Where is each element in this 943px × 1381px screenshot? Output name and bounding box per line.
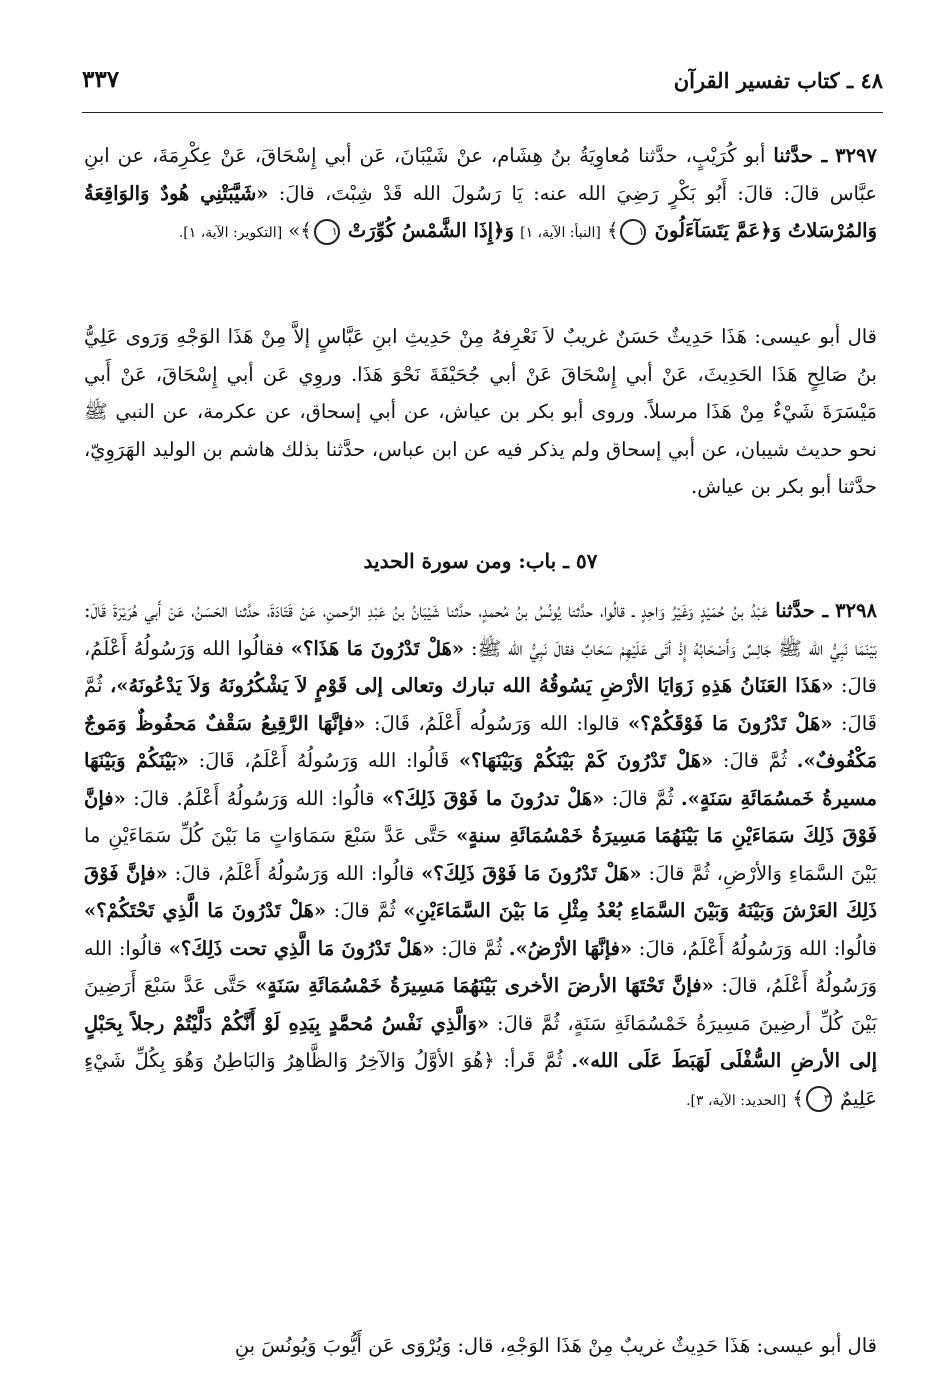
quote-segment: «فإنَّ فَوْقَ ذَلِكَ العَرْشَ وَبَيْنَهُ وَبَيْنَ السَّمَاءِ بُعْدُ مِثْلِ مَا بَيْنَ السَّمَاءَيْنِ» — [84, 861, 878, 922]
quote-segment: «هَلْ تَدْرُونَ مَا فَوْقَكُمْ؟» — [628, 711, 833, 735]
text-segment: حَتَّى عَدَّ سَبْعَ أَرَضِينَ بَيْنَ كُلِّ أرضِينَ مَسِيرَةُ خَمْسُمَائَةِ سَنَةٍ، ثُمَّ قالَ: — [84, 974, 877, 1035]
text-segment: ثُمَّ قَرأ: — [503, 1049, 563, 1072]
quote-segment: «هَلْ تَدْرُونَ مَا فَوْقَ ذَلِكَ؟» — [421, 861, 642, 885]
page-number: ٣٣٧ — [82, 66, 120, 93]
commentary-2 — [84, 1327, 877, 1365]
text-segment: قالوا: الله وَرَسُولُه أَعْلَمُ، قَالَ: — [373, 711, 620, 735]
hadith-body: أبو كُرَيْبٍ، حدَّثنا مُعاوِيَةُ بنُ هِشَام، عنْ شَيْبَانَ، عَن أبي إِسْحَاقَ، عَنْ عِكْرِمَةَ، عن ابنِ عبَّاس قالَ: قالَ: أَبُو بَكْرٍ رَضِيَ الله عنه: يَا رَسُولَ الله قَدْ شِبْتَ، قالَ: — [84, 144, 877, 205]
hadith-quote-2: وَ﴿إِذَا الشَّمْسُ كُوِّرَتْ — [347, 219, 514, 242]
chapter-title: ٤٨ ـ كتاب تفسير القرآن — [673, 68, 883, 93]
quran-verse: ﴿هُوَ الأوَّلُ وَالآخِرُ وَالظَّاهِرُ وَالبَاطِنُ وَهُوَ بِكُلِّ شَيْءٍ عَلِيمٌ — [84, 1049, 877, 1110]
quran-reference: [الحديد: الآية، ٣]. — [686, 1092, 787, 1109]
text-segment: ثُمَّ قالَ: — [611, 786, 674, 810]
text-segment: ثُمَّ قَالَ: — [84, 674, 877, 735]
text-segment: ثُمَّ قالَ: — [333, 899, 396, 922]
text-segment: فقالُوا الله وَرَسُولُهُ أَعْلَمُ، قالَ: — [84, 636, 877, 697]
quote-segment: «فإنَّهَا الرَّقِيعُ سَقْفٌ مَحفُوظٌ وَمَوجٌ مَكْفُوفٌ». — [84, 711, 878, 772]
text-segment: قالُوا: الله وَرَسُولُهُ أَعْلَمُ. قالَ: — [133, 786, 375, 810]
section-heading: ٥٧ ـ باب: ومن سورة الحديد — [363, 549, 598, 573]
quote-segment: «هَلْ تَدْرُونَ مَا الَّذِي تَحْتَكُمْ؟» — [84, 899, 327, 922]
quote-segment: «فإنَّ تَحْتَهَا الأرضَ الأخرى بَيْنَهُمَا مَسِيرَةُ خَمْسُمَائَةِ سَنَةٍ» — [255, 974, 714, 997]
hadith-lead: ـ حدَّثنا — [775, 599, 829, 622]
ayah-marker: ١ — [314, 219, 340, 245]
hadith-3297: ٣٢٩٧ ـ حدَّثنا أبو كُرَيْبٍ، حدَّثنا مُعاوِيَةُ بنُ هِشَام، عنْ شَيْبَانَ، عَن أبي إِسْحَاقَ، عَنْ عِكْرِمَةَ، عن ابنِ عبَّاس قالَ: قالَ: أَبُو بَكْرٍ رَضِيَ الله عنه: يَا رَسُولَ الله قَدْ شِبْتَ، قالَ: «شَيَّبَتْنِي هُودٌ وَالوَاقِعَةُ وَالمُرْسَلاتُ وَ﴿عَمَّ يَتَسَآءَلُونَ ١﴾ [النبأ: الآية، ١] وَ﴿إِذَا الشَّمْسُ كُوِّرَتْ ١﴾» [التكوير: الآية، ١]. — [84, 137, 877, 253]
quote-segment: «وَالَّذِي نَفْسُ مُحمَّدٍ بِيَدِهِ لَوْ أَنَّكُمْ دَلَّيْتُمْ رجلاً بِحَبْلٍ إلى الأرضِ السُّفْلَى لَهَبَطَ عَلَى الله». — [84, 1011, 877, 1072]
quote-segment: «هَلْ تَدْرُونَ مَا هَذَا؟» — [290, 636, 465, 660]
quote-segment: «هَلْ تَدْرُونَ مَا الَّذِي تحت ذَلِكَ؟» — [168, 936, 435, 960]
text-segment: حَتَّى عَدَّ سَبْعَ سَمَاوَاتٍ مَا بَيْنَ كُلِّ سَمَاءَيْنِ ما بَيْنَ السَّمَاءِ وَالأرْضِ، ثُمَّ قالَ: — [84, 824, 877, 885]
quran-reference: [التكوير: الآية، ١]. — [178, 225, 283, 241]
quote-segment: «فإنَّهَا الأرْضُ». — [508, 936, 633, 960]
page-header — [82, 62, 883, 106]
quran-reference: [النبأ: الآية، ١] — [520, 225, 601, 241]
text-segment: ثُمَّ قالَ: — [441, 936, 503, 960]
hadith-number: ٣٢٩٧ — [835, 144, 878, 167]
hadith-number: ٣٢٩٨ — [835, 599, 877, 622]
hadith-quote: «شَيَّبَتْنِي هُودٌ وَالوَاقِعَةُ وَالمُرْسَلاتُ وَ﴿عَمَّ يَتَسَآءَلُونَ — [84, 181, 877, 242]
quote-segment: «فإنَّ فَوْقَ ذَلِكَ سَمَاءَيْنِ مَا بَيْنَهُمَا مَسِيرَةُ خَمْسُمَائَةِ سنةٍ» — [84, 786, 877, 847]
ayah-marker: ١ — [620, 219, 646, 245]
quote-segment: «هَذَا العَنَانُ هَذِهِ زَوَايَا الأرْضِ يَسُوقُهُ الله تبارك وتعالى إلى قَوْمٍ لاَ يَشْكُرُونَهُ وَلاَ يَدْعُونَهُ»، — [109, 674, 834, 697]
text-segment: قالُوا: الله وَرَسُولُهُ أَعْلَمُ، قالَ: — [638, 936, 878, 960]
hadith-lead: ـ حدَّثنا — [773, 144, 828, 167]
text-segment: قالُوا: الله وَرَسُولُهُ أَعْلَمُ، قالَ: — [84, 936, 877, 997]
commentary-text: قال أبو عيسى: هَذَا حَدِيثٌ حَسَنٌ غريبٌ لاَ نَعْرِفهُ مِنْ حَدِيثِ ابنِ عَبَّاسٍ إلاَّ مِنْ هَذَا الوَجْهِ وَرَوى عَلِيُّ بنُ صَالِحٍ هَذَا الحَدِيثَ، عَنْ أبي إِسْحَاقَ عَنْ أبي جُحَيْفَةَ نَحْوَ هَذَا. وروِي عَن أبي إِسْحَاقَ، عَنْ أَبي مَيْسَرَةَ شَيْءٌ مِنْ هَذَا مرسلاً. وروى أبو بكر بن عياش، عن أبي إسحاق، عن عكرمة، عن النبي ﷺ نحو حديث شيبان، عن أبي إسحاق ولم يذكر فيه عن ابن عباس، حدَّثنا بذلك هاشم بن الوليد الهَرَوِيّ، حدَّثنا أبو بكر بن عياش. — [84, 325, 877, 498]
text-segment: قَالُوا: الله وَرَسُولُهُ أَعْلَمُ، قَالَ: — [198, 749, 450, 772]
ayah-marker: ٣ — [806, 1086, 832, 1112]
commentary-1 — [84, 318, 877, 506]
header-divider — [82, 112, 883, 113]
hadith-3298: ٣٢٩٨ ـ حدَّثنا عَبْدُ بنُ حُمَيْدٍ وَغَيْرُ وَاحِدٍ ـ قالُوا، حدَّثنا يُونُسُ بنُ مُحمدٍ، حدَّثنا شَيْبَانُ بنُ عَبْدِ الرَّحمنِ، عَنْ قَتَادَةَ، حدَّثنا الحَسَنُ، عَنْ أَبي هُرَيْرَةَ قَالَ: بَيْنَمَا نَبِيُّ الله ﷺ جَالِسٌ وَأَصْحَابُهُ إِذْ أتَى عَلَيْهِمْ سَحَابٌ فقالَ نَبِيُّ الله ﷺ: «هَلْ تَدْرُونَ مَا هَذَا؟» فقالُوا الله وَرَسُولُهُ أَعْلَمُ، قالَ: «هَذَا العَنَانُ هَذِهِ زَوَايَا الأرْضِ يَسُوقُهُ الله تبارك وتعالى إلى قَوْمٍ لاَ يَشْكُرُونَهُ وَلاَ يَدْعُونَهُ»، ثُمَّ قَالَ: «هَلْ تَدْرُونَ مَا فَوْقَكُمْ؟» قالوا: الله وَرَسُولُه أَعْلَمُ، قَالَ: «فإنَّهَا الرَّقِيعُ سَقْفٌ مَحفُوظٌ وَمَوجٌ مَكْفُوفٌ». ثُمَّ قالَ: «هَلْ تَدْرُونَ كَمْ بَيْنَكُمْ وَبَيْنَهَا؟» قَالُوا: الله وَرَسُولُهُ أَعْلَمُ، قَالَ: «بَيْنَكُمْ وَبَيْنَهَا مسيرةُ خَمسُمَائَةِ سَنَةٍ». ثُمَّ قالَ: «هَلْ تدرُونَ ما فَوْقَ ذَلِكَ؟» قالُوا: الله وَرَسُولُهُ أَعْلَمُ. قالَ: «فإنَّ فَوْقَ ذَلِكَ سَمَاءَيْنِ مَا بَيْنَهُمَا مَسِيرَةُ خَمْسُمَائَةِ سنةٍ» حَتَّى عَدَّ سَبْعَ سَمَاوَاتٍ مَا بَيْنَ كُلِّ سَمَاءَيْنِ ما بَيْنَ السَّمَاءِ وَالأرْضِ، ثُمَّ قالَ: «هَلْ تَدْرُونَ مَا فَوْقَ ذَلِكَ؟» قالُوا: الله وَرَسُولُهُ أَعْلَمُ، قالَ: «فإنَّ فَوْقَ ذَلِكَ العَرْشَ وَبَيْنَهُ وَبَيْنَ السَّمَاءِ بُعْدُ مِثْلِ مَا بَيْنَ السَّمَاءَيْنِ» ثُمَّ قالَ: «هَلْ تَدْرُونَ مَا الَّذِي تَحْتَكُمْ؟» قالُوا: الله وَرَسُولُهُ أَعْلَمُ، قالَ: «فإنَّهَا الأرْضُ». ثُمَّ قالَ: «هَلْ تَدْرُونَ مَا الَّذِي تحت ذَلِكَ؟» قالُوا: الله وَرَسُولُهُ أَعْلَمُ، قالَ: «فإنَّ تَحْتَهَا الأرضَ الأخرى بَيْنَهُمَا مَسِيرَةُ خَمْسُمَائَةِ سَنَةٍ» حَتَّى عَدَّ سَبْعَ أَرَضِينَ بَيْنَ كُلِّ أرضِينَ مَسِيرَةُ خَمْسُمَائَةِ سَنَةٍ، ثُمَّ قالَ: «وَالَّذِي نَفْسُ مُحمَّدٍ بِيَدِهِ لَوْ أَنَّكُمْ دَلَّيْتُمْ رجلاً بِحَبْلٍ إلى الأرضِ السُّفْلَى لَهَبَطَ عَلَى الله». ثُمَّ قَرأ: ﴿هُوَ الأوَّلُ وَالآخِرُ وَالظَّاهِرُ وَالبَاطِنُ وَهُوَ بِكُلِّ شَيْءٍ عَلِيمٌ ٣﴾ [الحديد: الآية، ٣]. — [84, 592, 877, 1120]
quote-segment: «هَلْ تدرُونَ ما فَوْقَ ذَلِكَ؟» — [381, 786, 605, 810]
text-segment: ثُمَّ قالَ: — [722, 749, 787, 772]
quote-segment: «هَلْ تَدْرُونَ كَمْ بَيْنَكُمْ وَبَيْنَهَا؟» — [458, 749, 714, 772]
text-segment: قالُوا: الله وَرَسُولُهُ أَعْلَمُ، قالَ: — [174, 861, 415, 885]
text-segment: عَبْدُ بنُ حُمَيْدٍ وَغَيْرُ وَاحِدٍ ـ قالُوا، حدَّثنا يُونُسُ بنُ مُحمدٍ، حدَّثنا شَيْبَانُ بنُ عَبْدِ الرَّحمنِ، عَنْ قَتَادَةَ، حدَّثنا الحَسَنُ، عَنْ أَبي هُرَيْرَةَ قَالَ: بَيْنَمَا نَبِيُّ الله ﷺ جَالِسٌ وَأَصْحَابُهُ إِذْ أتَى عَلَيْهِمْ سَحَابٌ فقالَ نَبِيُّ الله ﷺ: — [84, 599, 877, 660]
quote-segment: «بَيْنَكُمْ وَبَيْنَهَا مسيرةُ خَمسُمَائَةِ سَنَةٍ». — [84, 749, 877, 810]
commentary-text: قال أبو عيسى: هَذَا حَدِيثٌ غريبٌ مِنْ هَذَا الوَجْهِ، قال: وَيُرْوَى عَن أَيُّوبَ وَيُونُسَ بنِ — [234, 1334, 877, 1357]
